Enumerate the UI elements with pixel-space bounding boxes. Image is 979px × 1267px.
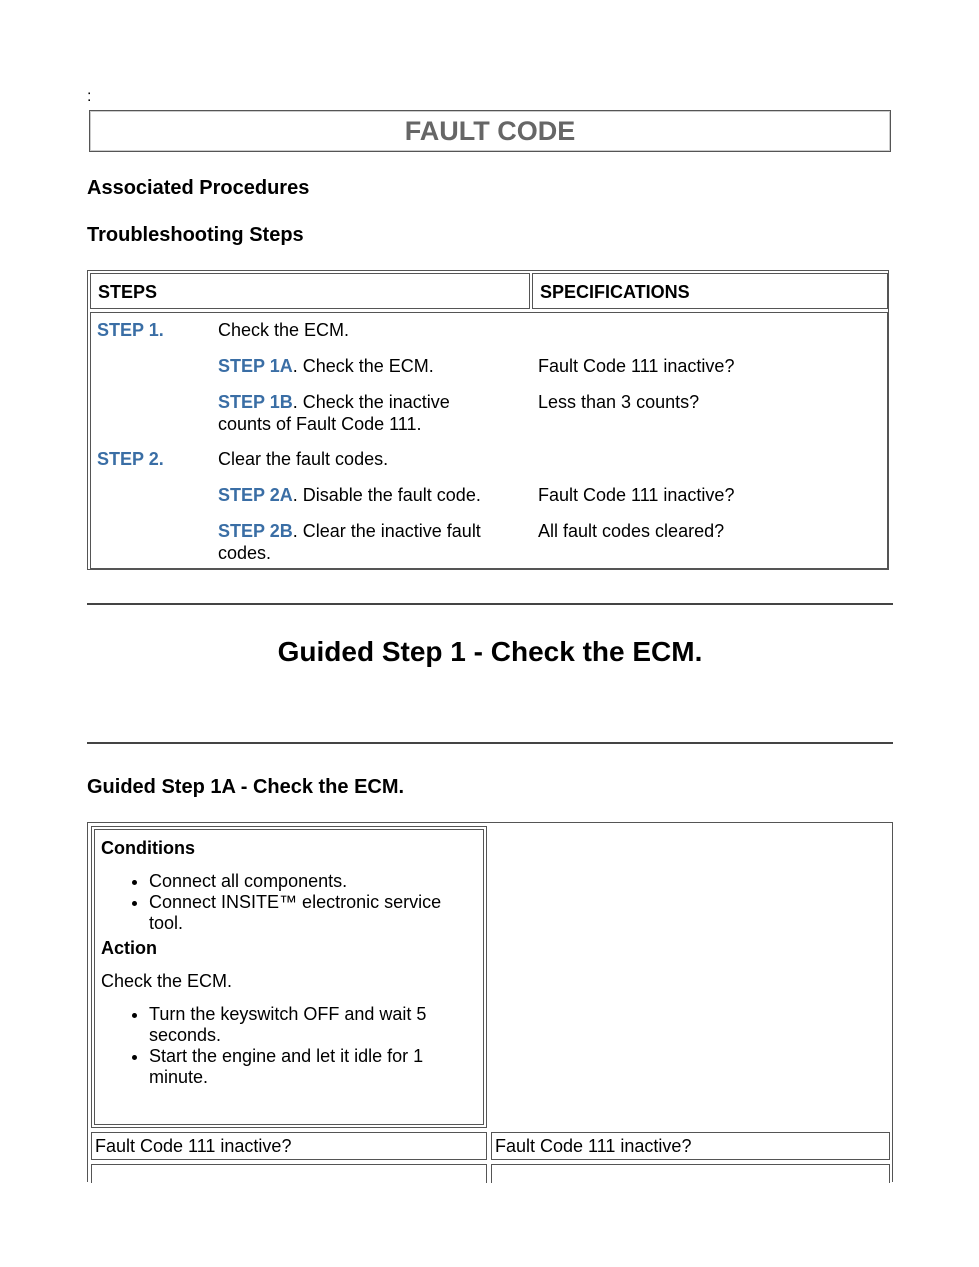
result-question-left: Fault Code 111 inactive?: [91, 1132, 487, 1160]
step-1b-description-line2: counts of Fault Code 111.: [218, 414, 422, 434]
step-2b-spec: All fault codes cleared?: [538, 521, 725, 541]
specifications-column-header: SPECIFICATIONS: [532, 273, 888, 309]
step-2-link[interactable]: STEP 2.: [97, 449, 164, 469]
step-2b-description-line2: codes.: [218, 543, 272, 563]
step-2b-row: [218, 520, 481, 564]
guided-step-1-title: Guided Step 1 - Check the ECM.: [277, 636, 703, 667]
step-1a-link[interactable]: STEP 1A: [218, 356, 293, 376]
step-2b-description-line1: Clear the inactive fault: [297, 521, 481, 541]
condition-item: • Connect INSITE™ electronic service tool.: [149, 892, 477, 934]
section-divider-1: [87, 603, 893, 605]
conditions-label: Conditions: [101, 838, 195, 858]
guided-step-1a-heading: Guided Step 1A - Check the ECM.: [87, 776, 405, 798]
action-label: Action: [101, 938, 157, 958]
result-question-right: Fault Code 111 inactive?: [491, 1132, 890, 1160]
step-1b-spec: Less than 3 counts?: [538, 392, 700, 412]
step-1a-spec: Fault Code 111 inactive?: [538, 356, 735, 376]
steps-column-header: STEPS: [90, 273, 530, 309]
conditions-list: [101, 871, 477, 934]
step-2a-period: .: [292, 485, 298, 505]
step-2b-period: .: [292, 521, 298, 541]
associated-procedures-heading: Associated Procedures: [87, 177, 310, 199]
step-1a-period: .: [292, 356, 298, 376]
step-2b-link[interactable]: STEP 2B: [218, 521, 293, 541]
step-1a-description: Check the ECM.: [297, 356, 434, 376]
step-2a-link[interactable]: STEP 2A: [218, 485, 293, 505]
step-1b-link[interactable]: STEP 1B: [218, 392, 293, 412]
steps-table-body: [90, 312, 888, 569]
guided-step-1a-table: [87, 822, 893, 1182]
step-2a-row: [218, 484, 481, 506]
action-item: • Turn the keyswitch OFF and wait 5 seconds.: [149, 1004, 477, 1046]
action-text: Check the ECM.: [101, 971, 233, 991]
step-2a-description: Disable the fault code.: [297, 485, 481, 505]
condition-item: • Connect all components.: [149, 871, 477, 892]
step-2-description: Clear the fault codes.: [218, 449, 389, 469]
next-row-right-cell: [491, 1164, 890, 1183]
section-divider-2: [87, 742, 893, 744]
conditions-action-content: [94, 829, 484, 1125]
actions-list: [101, 1004, 477, 1088]
troubleshooting-steps-table: [87, 270, 889, 570]
step-1b-row: [218, 391, 450, 435]
step-2a-spec: Fault Code 111 inactive?: [538, 485, 735, 505]
step-1-description: Check the ECM.: [218, 320, 350, 340]
step-1b-period: .: [292, 392, 298, 412]
step-1b-description-line1: Check the inactive: [297, 392, 450, 412]
leading-colon: :: [87, 88, 92, 105]
step-1a-row: [218, 355, 434, 377]
step-1-link[interactable]: STEP 1.: [97, 320, 164, 340]
next-row-left-cell: [91, 1164, 487, 1183]
conditions-action-cell: [91, 826, 487, 1128]
troubleshooting-steps-heading: Troubleshooting Steps: [87, 224, 304, 246]
action-item: • Start the engine and let it idle for 1 minute.: [149, 1046, 477, 1088]
fault-code-title: FAULT CODE: [89, 110, 891, 152]
